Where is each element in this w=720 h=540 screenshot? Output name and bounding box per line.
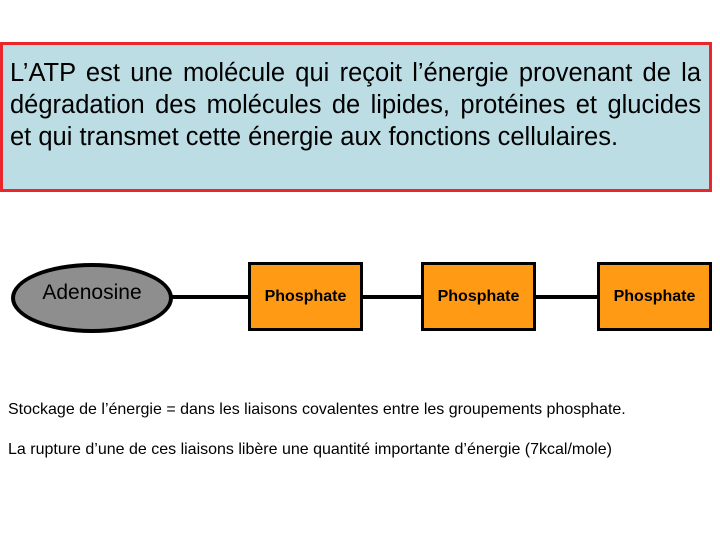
bond-phosphate-2-3 [534,295,600,299]
intro-text: L’ATP est une molécule qui reçoit l’énergie provenant de la dégradation des molécules de lipides, protéines et glucides et qui transmet cette énergie aux fonctions cellulaires. [10,59,701,151]
adenosine-node [11,263,173,333]
intro-box [0,42,712,192]
phosphate-node-1: Phosphate [248,262,363,331]
phosphate-node-3: Phosphate [597,262,712,331]
bond-phosphate-1-2 [360,295,422,299]
note-energy-storage: Stockage de l’énergie = dans les liaisons covalentes entre les groupements phosphate. [8,401,626,418]
notes [8,398,700,478]
bond-adenosine-phosphate-1 [170,295,250,299]
note-bond-rupture: La rupture d’une de ces liaisons libère une quantité importante d’énergie (7kcal/mole) [8,441,612,458]
phosphate-node-2: Phosphate [421,262,536,331]
atp-diagram [0,240,720,360]
adenosine-label: Adenosine [42,281,142,304]
